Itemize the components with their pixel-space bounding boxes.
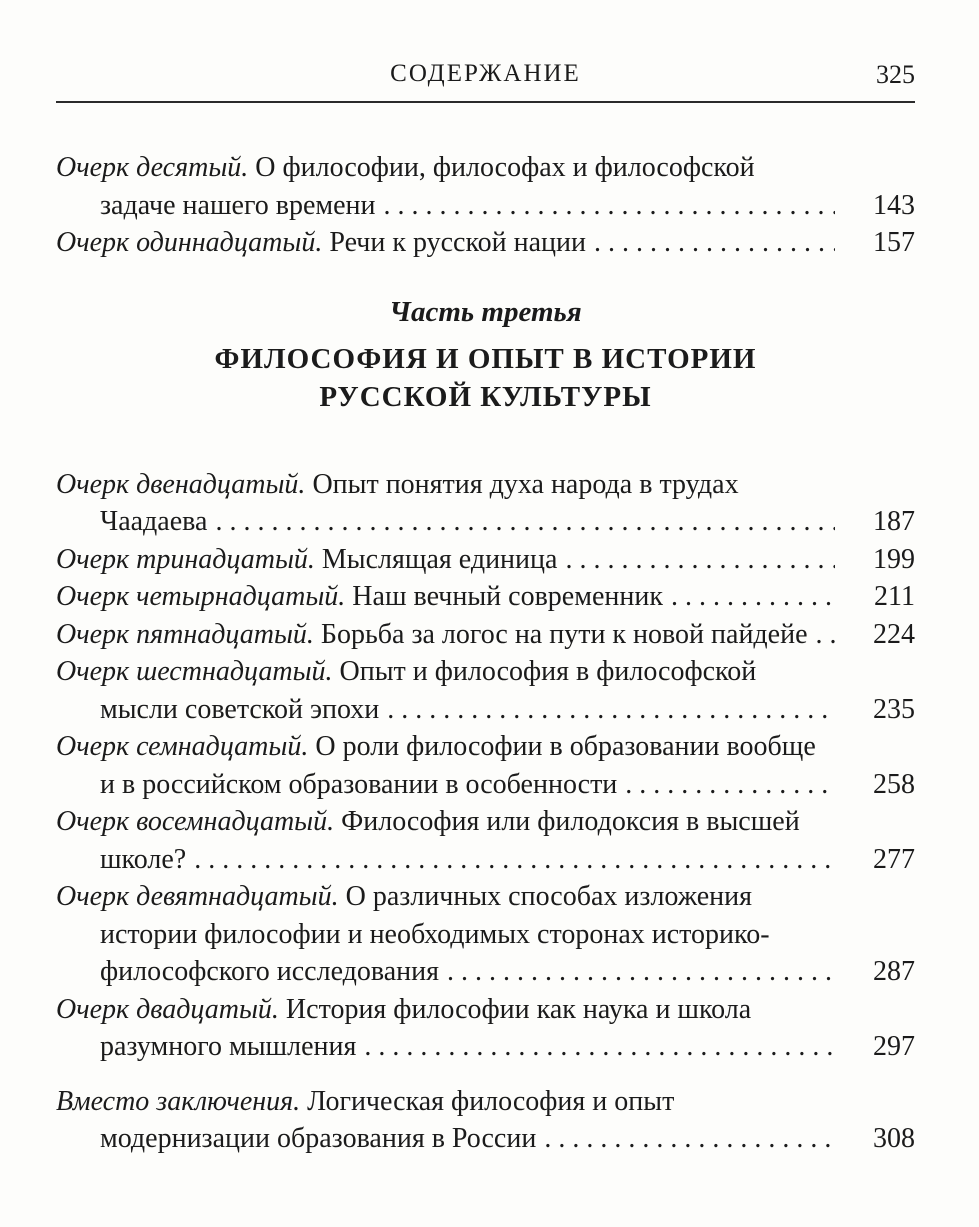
entry-page-number: 277 — [873, 843, 915, 875]
toc-entry — [56, 991, 915, 1066]
entry-lead: Очерк тринадцатый. — [56, 543, 315, 575]
entry-page-number: 224 — [873, 618, 915, 650]
folio-page-number: 325 — [876, 60, 915, 89]
entry-text — [56, 991, 835, 1066]
part-heading-block — [56, 296, 915, 416]
entry-lead: Очерк девятнадцатый. — [56, 881, 339, 912]
part-kicker: Часть третья — [389, 295, 582, 328]
entry-lead: Очерк пятнадцатый. — [56, 618, 314, 650]
toc-section-front — [56, 149, 915, 262]
toc-entry — [56, 878, 915, 991]
entry-page-number: 308 — [873, 1123, 915, 1154]
entry-title: Мыслящая единица — [321, 543, 558, 575]
entry-page-number: 297 — [873, 1031, 915, 1062]
entry-page-number: 235 — [873, 693, 915, 725]
entry-title: О различных способах изложения истории философии и необходимых сторонах историко-философского исследования — [100, 881, 770, 987]
toc-entry — [56, 803, 915, 878]
toc-entry — [56, 728, 915, 803]
entry-lead: Очерк восемнадцатый. — [56, 806, 335, 837]
entry-text — [56, 466, 835, 541]
entry-lead: Очерк шестнадцатый. — [56, 656, 333, 687]
header-rule — [56, 101, 915, 103]
part-title-line1: ФИЛОСОФИЯ И ОПЫТ В ИСТОРИИ — [214, 342, 757, 375]
entry-title: Наш вечный современник — [352, 581, 663, 612]
toc-section-closing — [56, 1083, 915, 1158]
entry-title: Речи к русской нации — [329, 227, 586, 258]
entry-text — [56, 224, 835, 262]
toc-entry — [56, 653, 915, 728]
toc-entry — [56, 1083, 915, 1158]
entry-lead: Очерк четырнадцатый. — [56, 581, 346, 612]
entry-lead: Вместо заключения. — [56, 1085, 301, 1117]
entry-text — [56, 149, 835, 224]
toc-entry — [56, 466, 915, 541]
entry-text — [56, 878, 835, 991]
entry-lead: Очерк одиннадцатый. — [56, 227, 323, 258]
entry-page-number: 211 — [874, 581, 915, 612]
entry-lead: Очерк двадцатый. — [56, 993, 279, 1025]
entry-text — [56, 803, 835, 878]
part-title — [56, 340, 915, 416]
entry-lead: Очерк семнадцатый. — [56, 731, 309, 762]
entry-page-number: 199 — [873, 543, 915, 575]
entry-page-number: 187 — [873, 506, 915, 537]
entry-title: Опыт и философия в философской мысли советской эпохи — [100, 656, 757, 725]
entry-lead: Очерк десятый. — [56, 152, 249, 183]
toc-section-main — [56, 466, 915, 1066]
entry-lead: Очерк двенадцатый. — [56, 468, 306, 500]
entry-title: О роли философии в образовании вообще и в российском образовании в особенности — [100, 731, 816, 800]
entry-page-number: 143 — [873, 189, 915, 221]
toc-entry — [56, 616, 915, 654]
contents-heading: СОДЕРЖАНИЕ — [390, 60, 581, 87]
entry-text — [56, 653, 835, 728]
entry-page-number: 258 — [873, 768, 915, 800]
entry-title: О философии, философах и философской задаче нашего времени — [100, 152, 755, 221]
toc-entry — [56, 224, 915, 262]
entry-text — [56, 578, 835, 616]
entry-page-number: 157 — [873, 227, 915, 258]
entry-title: Логическая философия и опыт модернизации образования в России — [100, 1085, 675, 1154]
toc-entry — [56, 149, 915, 224]
toc-entry — [56, 541, 915, 579]
entry-page-number: 287 — [873, 956, 915, 987]
entry-title: Борьба за логос на пути к новой пайдейе — [320, 618, 808, 650]
entry-title: История философии как наука и школа разумного мышления — [100, 993, 752, 1062]
toc-entry — [56, 578, 915, 616]
entry-text — [56, 616, 835, 654]
page-header — [56, 60, 915, 92]
part-title-line2: РУССКОЙ КУЛЬТУРЫ — [319, 380, 652, 413]
entry-title: Опыт понятия духа народа в трудах Чаадаева — [100, 468, 739, 537]
entry-text — [56, 728, 835, 803]
entry-title: Философия или филодоксия в высшей школе? — [100, 806, 800, 875]
entry-text — [56, 541, 835, 579]
entry-text — [56, 1083, 835, 1158]
